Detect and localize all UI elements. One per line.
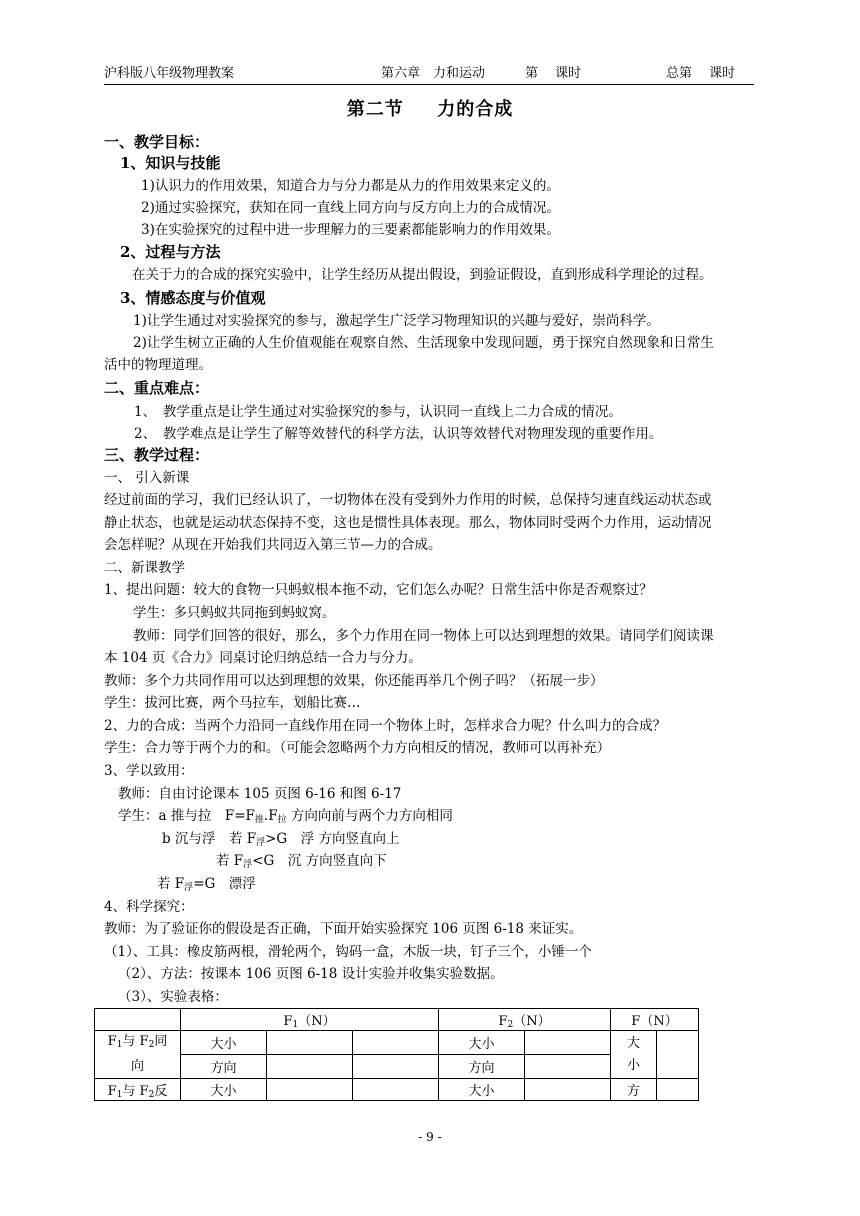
subscript: 浮 bbox=[256, 838, 266, 848]
table-cell-label: 大小 bbox=[439, 1079, 525, 1101]
table-cell-label: 大小 bbox=[181, 1079, 267, 1101]
subscript: 2 bbox=[148, 1089, 155, 1100]
text-run: .F bbox=[263, 808, 278, 824]
knowledge-item: 2)通过实验探究，获知在同一直线上同方向与反方向上力的合成情况。 bbox=[141, 200, 560, 216]
intro-paragraph: 静止状态，也就是运动状态保持不变，这也是惯性具体表现。那么，物体同时受两个力作用，运动情况 bbox=[104, 515, 712, 531]
teacher-remark: 教师：多个力共同作用可以达到理想的效果，你还能再举几个例子吗？（拓展一步） bbox=[104, 673, 604, 689]
table-cell-empty bbox=[353, 1079, 439, 1101]
text-run: 向 bbox=[130, 1059, 144, 1074]
question-3: 3、学以致用： bbox=[104, 763, 194, 779]
attitude-item: 1)让学生通过对实验探究的参与，激起学生广泛学习物理知识的兴趣与爱好，崇尚科学。 bbox=[133, 313, 660, 329]
question-2: 2、力的合成：当两个力沿同一直线作用在同一个物体上时，怎样求合力呢？什么叫力的合成？ bbox=[104, 718, 667, 734]
header-chapter: 第六章 力和运动 bbox=[381, 66, 486, 81]
heading-process-teaching: 三、教学过程： bbox=[104, 446, 210, 464]
text-run: 与 F bbox=[122, 1083, 149, 1099]
question-1: 1、提出问题：较大的食物一只蚂蚁根本拖不动，它们怎么办呢？日常生活中你是否观察过？ bbox=[104, 582, 653, 598]
text-run: （N） bbox=[513, 1013, 551, 1029]
header-total: 总第 课时 bbox=[666, 66, 736, 81]
knowledge-item: 3)在实验探究的过程中进一步理解力的三要素都能影响力的作用效果。 bbox=[141, 222, 560, 238]
header-book: 沪科版八年级物理教案 bbox=[104, 66, 235, 81]
table-cell-label bbox=[611, 1031, 657, 1079]
table-header-f1 bbox=[181, 1009, 439, 1031]
subscript: 1 bbox=[116, 1040, 123, 1050]
text-run: 学生：a 推与拉 F=F bbox=[118, 808, 255, 824]
key-point-item: 1、 教学重点是让学生通过对实验探究的参与，认识同一直线上二力合成的情况。 bbox=[134, 404, 622, 420]
table-cell-empty bbox=[267, 1031, 353, 1055]
subscript: 1 bbox=[116, 1089, 123, 1100]
table-cell-label: 方向 bbox=[439, 1055, 525, 1079]
heading-attitude: 3、情感态度与价值观 bbox=[120, 289, 266, 307]
experiment-table bbox=[94, 1008, 699, 1101]
table-cell-empty bbox=[525, 1031, 611, 1055]
table-cell-empty bbox=[525, 1079, 611, 1101]
text-run: >G 浮 方向竖直向上 bbox=[265, 831, 400, 847]
text-run: 大 bbox=[626, 1035, 640, 1051]
table-cell-empty bbox=[657, 1079, 699, 1101]
table-header-row bbox=[95, 1009, 699, 1031]
subscript: 浮 bbox=[243, 860, 253, 870]
text-run: b 沉与浮 若 F bbox=[162, 831, 257, 847]
table-corner-cell bbox=[95, 1009, 181, 1031]
row-label-same-direction bbox=[95, 1031, 181, 1079]
text-run: 同 bbox=[154, 1034, 168, 1049]
attitude-item: 2)让学生树立正确的人生价值观能在观察自然、生活现象中发现问题，勇于探究自然现象和日常生 bbox=[133, 335, 714, 351]
heading-objectives: 一、教学目标： bbox=[104, 133, 210, 151]
knowledge-item: 1)认识力的作用效果，知道合力与分力都是从力的作用效果来定义的。 bbox=[141, 178, 560, 194]
table-cell-empty bbox=[657, 1031, 699, 1079]
table-row bbox=[95, 1055, 699, 1079]
new-lesson-heading: 二、新课教学 bbox=[104, 560, 185, 576]
teacher-remark-cont: 本 104 页《合力》同桌讨论归纳总结一合力与分力。 bbox=[104, 650, 422, 666]
text-run: 反 bbox=[154, 1083, 168, 1099]
intro-paragraph: 会怎样呢？从现在开始我们共同迈入第三节—力的合成。 bbox=[104, 537, 442, 553]
text-run: （N） bbox=[298, 1013, 336, 1029]
text-run: 与 F bbox=[122, 1034, 149, 1049]
student-answer: 学生：合力等于两个力的和。（可能会忽略两个力方向相反的情况，教师可以再补充） bbox=[104, 740, 611, 756]
text-run: F bbox=[107, 1083, 117, 1099]
table-row bbox=[95, 1031, 699, 1055]
table-cell-label: 方向 bbox=[181, 1055, 267, 1079]
intro-paragraph: 经过前面的学习，我们已经认识了，一切物体在没有受到外力作用的时候，总保持匀速直线运动状态或 bbox=[104, 492, 712, 508]
student-answer-c bbox=[216, 851, 387, 875]
table-cell-empty bbox=[267, 1079, 353, 1101]
intro-heading: 一、 引入新课 bbox=[104, 470, 190, 486]
header-rule bbox=[104, 84, 754, 85]
text-run: 小 bbox=[626, 1057, 640, 1073]
subscript: 拉 bbox=[277, 815, 287, 825]
table-cell-label: 方 bbox=[611, 1079, 657, 1101]
row-label-opposite-direction bbox=[95, 1079, 181, 1101]
text-run: 若 F bbox=[216, 853, 244, 869]
text-run: F bbox=[107, 1034, 117, 1049]
teacher-remark: 教师：为了验证你的假设是否正确，下面开始实验探究 106 页图 6-18 来证实。 bbox=[104, 921, 583, 937]
teacher-remark: 教师：自由讨论课本 105 页图 6-16 和图 6-17 bbox=[118, 786, 402, 802]
question-4: 4、科学探究： bbox=[104, 899, 194, 915]
student-answer-b bbox=[162, 829, 400, 853]
student-answer: 学生：多只蚂蚁共同拖到蚂蚁窝。 bbox=[133, 605, 336, 621]
attitude-item-cont: 活中的物理道理。 bbox=[104, 357, 212, 373]
table-cell-label: 大小 bbox=[181, 1031, 267, 1055]
table-header-f: F（N） bbox=[611, 1009, 699, 1031]
table-header-f2 bbox=[439, 1009, 611, 1031]
heading-key-points: 二、重点难点： bbox=[104, 379, 210, 397]
student-answer-a bbox=[118, 806, 453, 830]
page-header bbox=[104, 62, 754, 84]
table-cell-empty bbox=[353, 1031, 439, 1055]
subscript: 浮 bbox=[184, 883, 194, 893]
subscript: 1 bbox=[292, 1019, 299, 1030]
table-cell-empty bbox=[525, 1055, 611, 1079]
table-row bbox=[95, 1079, 699, 1101]
text-run: F bbox=[283, 1013, 293, 1029]
table-cell-empty bbox=[267, 1055, 353, 1079]
table-cell-label: 大小 bbox=[439, 1031, 525, 1055]
key-point-item: 2、 教学难点是让学生了解等效替代的科学方法，认识等效替代对物理发现的重要作用。 bbox=[134, 426, 663, 442]
heading-knowledge: 1、知识与技能 bbox=[120, 154, 221, 172]
page-number: - 9 - bbox=[418, 1130, 442, 1144]
table-cell-empty bbox=[353, 1055, 439, 1079]
heading-process: 2、过程与方法 bbox=[120, 243, 221, 261]
subscript: 2 bbox=[148, 1040, 155, 1050]
student-answer-d bbox=[157, 874, 256, 898]
method-line: （2）、方法：按课本 106 页图 6-18 设计实验并收集实验数据。 bbox=[118, 966, 504, 982]
student-answer: 学生：拔河比赛，两个马拉车，划船比赛… bbox=[104, 695, 361, 711]
tools-line: （1）、工具：橡皮筋两根，滑轮两个，钩码一盒，木版一块，钉子三个，小锤一个 bbox=[104, 944, 592, 960]
subscript: 推 bbox=[254, 815, 264, 825]
teacher-remark: 教师：同学们回答的很好，那么，多个力作用在同一物体上可以达到理想的效果。请同学们阅读课 bbox=[133, 628, 714, 644]
text-run: <G 沉 方向竖直向下 bbox=[252, 853, 387, 869]
text-run: 方向向前与两个力方向相同 bbox=[286, 808, 453, 824]
text-run: 若 F bbox=[157, 876, 185, 892]
text-run: =G 漂浮 bbox=[193, 876, 256, 892]
text-run: F bbox=[498, 1013, 508, 1029]
page-title: 第二节 力的合成 bbox=[346, 99, 514, 120]
table-caption: （3）、实验表格： bbox=[118, 989, 228, 1005]
subscript: 2 bbox=[507, 1019, 514, 1030]
header-lesson: 第 课时 bbox=[525, 66, 582, 81]
process-item: 在关于力的合成的探究实验中，让学生经历从提出假设，到验证假设，直到形成科学理论的过程。 bbox=[132, 267, 713, 283]
